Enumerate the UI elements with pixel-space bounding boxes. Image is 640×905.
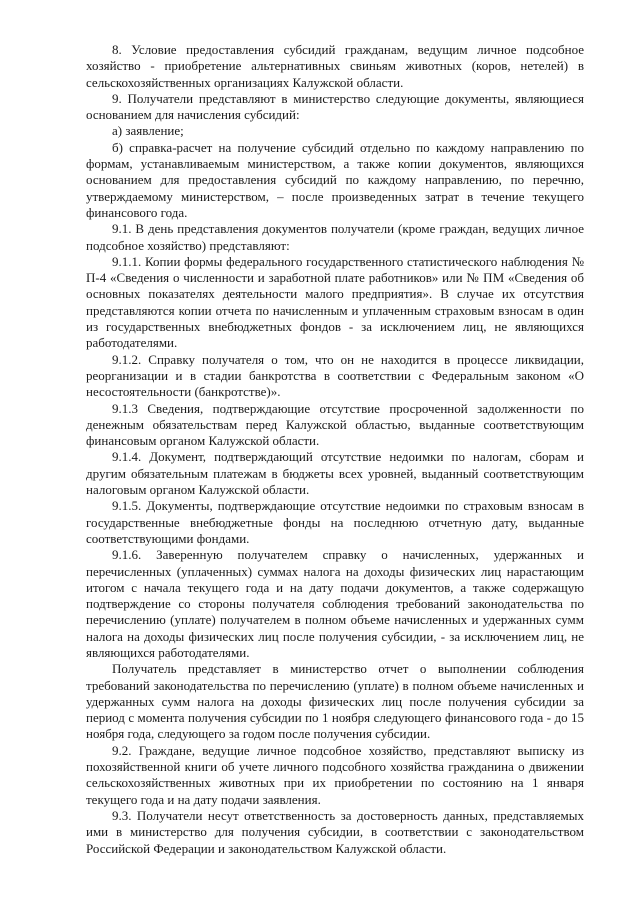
paragraph-8: 8. Условие предоставления субсидий гражданам, ведущим личное подсобное хозяйство - приобретение альтернативных свиньям животных (коров, нетелей) в сельскохозяйственных организациях Калужской области.	[86, 42, 584, 90]
paragraph-9: 9. Получатели представляют в министерство следующие документы, являющиеся основанием для начисления субсидий:	[86, 90, 584, 123]
paragraph-9-1-3: 9.1.3 Сведения, подтверждающие отсутствие просроченной задолженности по денежным обязательствам перед Калужской областью, выданные соответствующим финансовым органом Калужской области.	[86, 400, 584, 449]
paragraph-9-3: 9.3. Получатели несут ответственность за достоверность данных, представляемых ими в министерство для получения субсидии, в соответствии с законодательством Российской Федерации и законодательством Калужской области.	[86, 807, 584, 856]
paragraph-9-a: а) заявление;	[112, 123, 184, 139]
paragraph-9-1-6: 9.1.6. Заверенную получателем справку о начисленных, удержанных и перечисленных (уплаченных) суммах налога на доходы физических лиц нарастающим итогом с начала текущего года и на дату подачи документов, а также содержащую подтверждение со стороны получателя соблюдения требований законодательства по перечислению (уплате) получателем в полном объеме начисленных и удержанных сумм налога на доходы физических лиц после получения субсидии, - за исключением лиц, не являющихся работодателями.	[86, 547, 584, 660]
paragraph-9-1-2: 9.1.2. Справку получателя о том, что он не находится в процессе ликвидации, реорганизации и в стадии банкротства в соответствии с Федеральным законом «О несостоятельности (банкротстве)».	[86, 351, 584, 400]
paragraph-9-b: б) справка-расчет на получение субсидий отдельно по каждому направлению по формам, устанавливаемым министерством, а также копии документов, являющихся основанием для предоставления субсидий по каждому направлению, по перечню, утверждаемому министерством, – после произведенных затрат в течение текущего финансового года.	[86, 139, 584, 220]
paragraph-9-1-4: 9.1.4. Документ, подтверждающий отсутствие недоимки по налогам, сборам и другим обязательным платежам в бюджеты всех уровней, выданный соответствующим налоговым органом Калужской области.	[86, 449, 584, 498]
paragraph-9-1: 9.1. В день представления документов получатели (кроме граждан, ведущих личное подсобное хозяйство) представляют:	[86, 221, 584, 253]
paragraph-9-2: 9.2. Граждане, ведущие личное подсобное хозяйство, представляют выписку из похозяйственной книги об учете личного подсобного хозяйства гражданина о движении сельскохозяйственных животных при их приобретении по состоянию на 1 января текущего года и на дату подачи заявления.	[86, 742, 584, 807]
document-body	[86, 42, 584, 857]
paragraph-9-1-5: 9.1.5. Документы, подтверждающие отсутствие недоимки по страховым взносам в государственные внебюджетные фонды на последнюю отчетную дату, выданные соответствующими фондами.	[86, 498, 584, 546]
paragraph-9-1-1: 9.1.1. Копии формы федерального государственного статистического наблюдения № П-4 «Сведения о численности и заработной плате работников» или № ПМ «Сведения об основных показателях деятельности малого предприятия». В случае их отсутствия представляются копии отчета по начисленным и уплаченным страховым взносам в один из государственных внебюджетных фондов - за исключением лиц, не являющихся работодателями.	[86, 253, 584, 351]
paragraph-report: Получатель представляет в министерство отчет о выполнении соблюдения требований законодательства по перечислению (уплате) в полном объеме начисленных и удержанных сумм налога на доходы физических лиц после получения субсидии за период с момента получения субсидии по 1 ноября следующего финансового года - до 15 ноября года, следующего за годом после получения субсидии.	[86, 661, 584, 742]
